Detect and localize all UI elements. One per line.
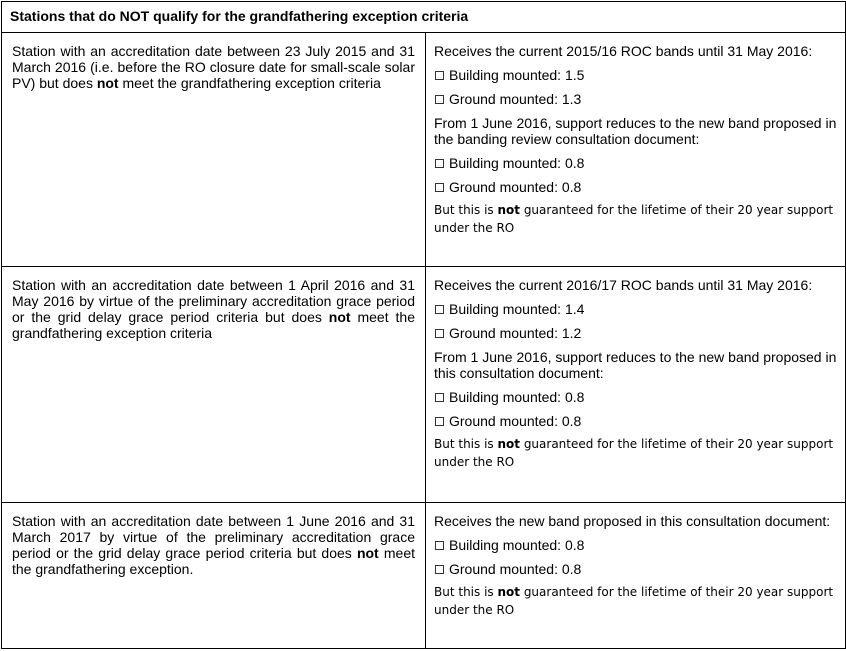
- guarantee-note: [434, 201, 837, 237]
- description-text: meet the grandfathering exception.: [12, 545, 415, 577]
- description-text: Station with an accreditation date between 1 June 2016 and 31 March 2017 by virtue of the preliminary accreditation grace period or the grid delay grace period criteria but does: [12, 513, 415, 561]
- support-cell: [426, 267, 846, 503]
- support-intro: Receives the current 2016/17 ROC bands until 31 May 2016:: [434, 277, 813, 293]
- description-emphasis: not: [328, 309, 351, 325]
- band-item: [434, 155, 837, 171]
- checkbox-icon: [435, 95, 444, 104]
- band-item: [434, 537, 837, 553]
- note-text: guaranteed for the lifetime of their 20 year support under the RO: [434, 585, 834, 617]
- checkbox-icon: [435, 541, 444, 550]
- grandfathering-table: [1, 1, 846, 649]
- band-item: [434, 67, 837, 83]
- support-cell: [426, 503, 846, 649]
- band-label: Ground mounted: 1.2: [449, 325, 582, 341]
- note-emphasis: not: [497, 203, 520, 217]
- band-item: [434, 561, 837, 577]
- checkbox-icon: [435, 183, 444, 192]
- table-row: [2, 503, 846, 649]
- support-cell: [426, 33, 846, 267]
- table-row: [2, 267, 846, 503]
- checkbox-icon: [435, 565, 444, 574]
- note-text: But this is: [434, 585, 498, 599]
- note-emphasis: not: [497, 585, 520, 599]
- table-header-row: [2, 2, 846, 33]
- note-text: guaranteed for the lifetime of their 20 year support under the RO: [434, 437, 834, 469]
- table-row: [2, 33, 846, 267]
- station-description: [12, 277, 415, 341]
- description-emphasis: not: [96, 75, 119, 91]
- description-text: Station with an accreditation date between 1 April 2016 and 31 May 2016 by virtue of the preliminary accreditation grace period or the grid delay grace period criteria but does: [12, 277, 415, 325]
- checkbox-icon: [435, 417, 444, 426]
- note-text: guaranteed for the lifetime of their 20 year support under the RO: [434, 203, 834, 235]
- band-label: Ground mounted: 1.3: [449, 91, 582, 107]
- band-item: [434, 301, 837, 317]
- guarantee-note: [434, 583, 837, 619]
- description-text: meet the grandfathering exception criteria: [12, 309, 415, 341]
- guarantee-note: [434, 435, 837, 471]
- station-description-cell: [2, 267, 426, 503]
- band-label: Ground mounted: 0.8: [449, 561, 582, 577]
- band-label: Building mounted: 1.4: [449, 301, 585, 317]
- band-item: [434, 325, 837, 341]
- checkbox-icon: [435, 393, 444, 402]
- description-emphasis: not: [356, 545, 379, 561]
- checkbox-icon: [435, 159, 444, 168]
- band-item: [434, 91, 837, 107]
- station-description: [12, 513, 415, 577]
- table-header: Stations that do NOT qualify for the grandfathering exception criteria: [2, 2, 846, 33]
- support-change-text: From 1 June 2016, support reduces to the new band proposed in the banding review consultation document:: [434, 115, 837, 147]
- note-emphasis: not: [497, 437, 520, 451]
- checkbox-icon: [435, 329, 444, 338]
- support-intro: Receives the new band proposed in this consultation document:: [434, 513, 831, 529]
- checkbox-icon: [435, 305, 444, 314]
- checkbox-icon: [435, 71, 444, 80]
- band-item: [434, 389, 837, 405]
- band-item: [434, 413, 837, 429]
- support-intro: Receives the current 2015/16 ROC bands until 31 May 2016:: [434, 43, 813, 59]
- station-description: [12, 43, 415, 91]
- band-item: [434, 179, 837, 195]
- description-text: meet the grandfathering exception criteria: [118, 75, 381, 91]
- station-description-cell: [2, 33, 426, 267]
- support-change-text: From 1 June 2016, support reduces to the new band proposed in this consultation document:: [434, 349, 837, 381]
- station-description-cell: [2, 503, 426, 649]
- band-label: Building mounted: 0.8: [449, 389, 585, 405]
- note-text: But this is: [434, 203, 498, 217]
- band-label: Ground mounted: 0.8: [449, 179, 582, 195]
- description-text: Station with an accreditation date between 23 July 2015 and 31 March 2016 (i.e. before the RO closure date for small-scale solar PV) but does: [12, 43, 415, 91]
- band-label: Building mounted: 0.8: [449, 155, 585, 171]
- band-label: Ground mounted: 0.8: [449, 413, 582, 429]
- band-label: Building mounted: 0.8: [449, 537, 585, 553]
- band-label: Building mounted: 1.5: [449, 67, 585, 83]
- note-text: But this is: [434, 437, 498, 451]
